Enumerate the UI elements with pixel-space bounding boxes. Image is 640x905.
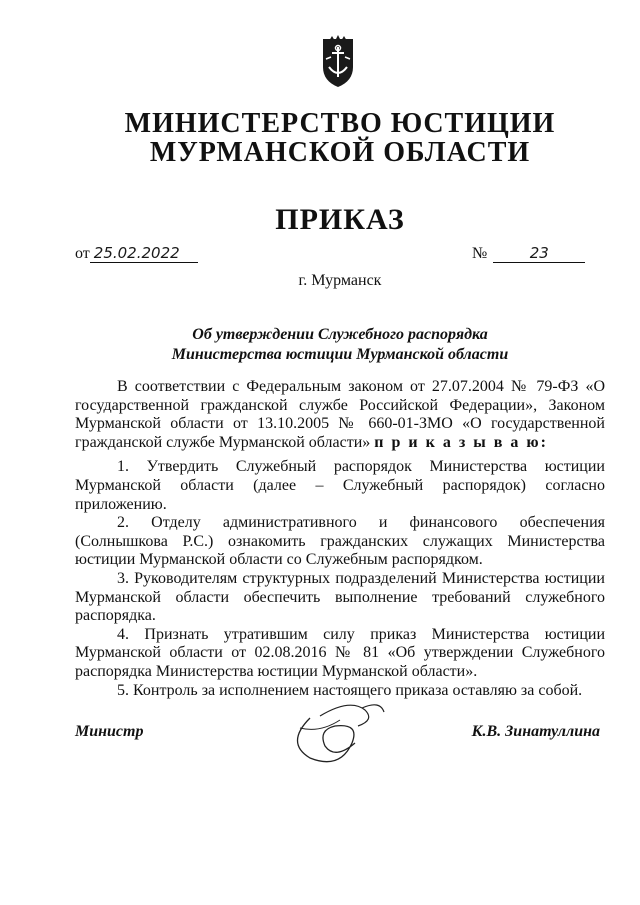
order-title: ПРИКАЗ xyxy=(275,203,405,236)
coat-of-arms-icon xyxy=(315,33,361,89)
order-item: 2. Отделу административного и финансового обеспечения (Солнышкова Р.С.) ознакомить гражданских служащих Министерства юстиции Мурманской области со Служебным распорядком. xyxy=(75,514,605,569)
order-date: 25.02.2022 xyxy=(90,244,198,263)
ministry-title-line2: МУРМАНСКОЙ ОБЛАСТИ xyxy=(149,137,531,168)
number-prefix: № xyxy=(472,245,488,262)
order-date-row xyxy=(75,244,198,263)
ministry-title-line1: МИНИСТЕРСТВО ЮСТИЦИИ xyxy=(124,108,556,139)
signer-position: Министр xyxy=(75,723,144,740)
signer-name: К.В. Зинатуллина xyxy=(471,723,600,740)
subject-line2: Министерства юстиции Мурманской области xyxy=(171,346,509,363)
city: г. Мурманск xyxy=(298,272,382,289)
order-body xyxy=(75,378,605,700)
order-number: 23 xyxy=(493,244,585,263)
order-number-row xyxy=(472,244,585,263)
order-item: 3. Руководителям структурных подразделений Министерства юстиции Мурманской области обеспечить выполнение требований служебного распорядка. xyxy=(75,569,605,625)
handwritten-signature-icon xyxy=(280,698,390,768)
order-item: 5. Контроль за исполнением настоящего приказа оставляю за собой. xyxy=(117,681,583,699)
preamble-text: В соответствии с Федеральным законом от 27.07.2004 № 79-ФЗ «О государственной гражданской службе Российской Федерации», Законом Мурманской области от 13.10.2005 № 660-01-ЗМО «О государственной гражданской службе Мурманской области» xyxy=(75,378,605,451)
order-item: 1. Утвердить Служебный распорядок Министерства юстиции Мурманской области (далее – Служебный распорядок) согласно приложению. xyxy=(75,458,605,513)
order-subject xyxy=(0,325,640,365)
date-prefix: от xyxy=(75,245,90,262)
order-item: 4. Признать утратившим силу приказ Министерства юстиции Мурманской области от 02.08.2016 № 81 «Об утверждении Служебного распорядка Министерства юстиции Мурманской области». xyxy=(75,625,605,680)
order-word: п р и к а з ы в а ю: xyxy=(374,433,548,451)
preamble-paragraph xyxy=(75,378,605,452)
subject-line1: Об утверждении Служебного распорядка xyxy=(192,326,488,343)
